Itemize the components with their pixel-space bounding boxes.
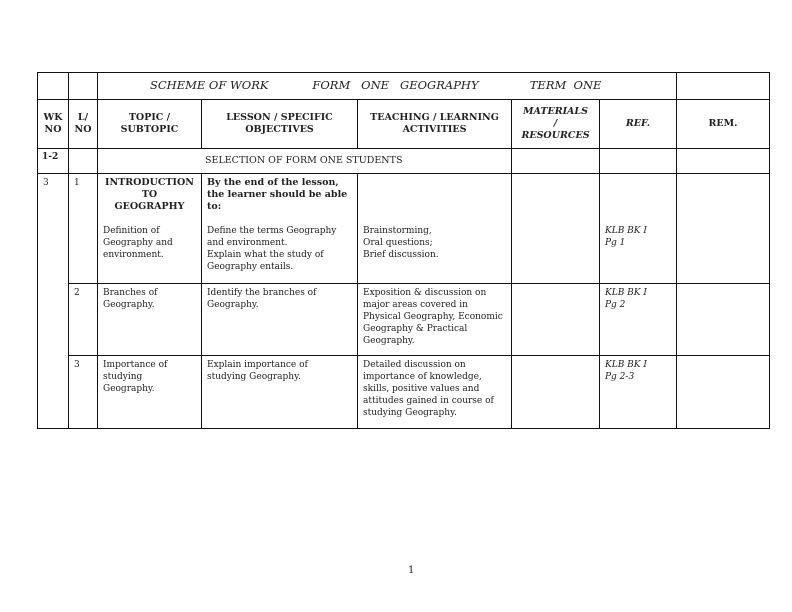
wk-cell: 3 — [38, 174, 69, 429]
ref-cell: KLB BK I Pg 2 — [600, 284, 677, 356]
materials-cell — [512, 356, 600, 429]
topic-heading: INTRODUCTION TO GEOGRAPHY — [105, 177, 194, 212]
teaching-cell: Brainstorming, Oral questions; Brief discussion. — [358, 174, 512, 284]
l-cell: 2 — [69, 284, 98, 356]
objectives-text: Define the terms Geography and environment. Explain what the study of Geography entails. — [207, 226, 337, 272]
rem-cell — [677, 356, 770, 429]
table-row-lesson-3 — [38, 356, 770, 429]
l-cell: 3 — [69, 356, 98, 429]
table-row-selection — [38, 149, 770, 174]
materials-cell — [512, 174, 600, 284]
topic-cell: Branches of Geography. — [98, 284, 202, 356]
lesson-cell — [202, 174, 358, 284]
objectives-intro: By the end of the lesson, the learner should be able to: — [207, 177, 348, 212]
header-rem: REM. — [677, 100, 770, 149]
lesson-cell: Identify the branches of Geography. — [202, 284, 358, 356]
header-topic: TOPIC / SUBTOPIC — [98, 100, 202, 149]
header-wk-no: WK NO — [38, 100, 69, 149]
document-title — [98, 73, 677, 100]
header-teaching: TEACHING / LEARNING ACTIVITIES — [358, 100, 512, 149]
rem-cell — [677, 174, 770, 284]
header-row — [38, 100, 770, 149]
teaching-cell: Exposition & discussion on major areas covered in Physical Geography, Economic Geography & Practical Geography. — [358, 284, 512, 356]
table-row-lesson-1 — [38, 174, 770, 284]
title-scheme: SCHEME OF WORK — [150, 78, 269, 92]
title-empty-l — [69, 73, 98, 100]
title-empty-rem — [677, 73, 770, 100]
rem-cell — [677, 284, 770, 356]
rem-cell — [677, 149, 770, 174]
wk-cell: 1-2 — [38, 149, 69, 174]
subtopic-text: Definition of Geography and environment. — [103, 226, 173, 260]
l-cell: 1 — [69, 174, 98, 284]
title-term: TERM ONE — [529, 78, 602, 92]
header-l-no: L/ NO — [69, 100, 98, 149]
topic-cell — [98, 174, 202, 284]
header-materials: MATERIALS / RESOURCES — [512, 100, 600, 149]
title-form: FORM ONE GEOGRAPHY — [312, 78, 479, 92]
page-number: 1 — [408, 565, 415, 576]
teaching-cell: Detailed discussion on importance of knowledge, skills, positive values and attitudes gained in course of studying Geography. — [358, 356, 512, 429]
lesson-cell: Explain importance of studying Geography. — [202, 356, 358, 429]
ref-cell: KLB BK I Pg 2-3 — [600, 356, 677, 429]
header-lesson: LESSON / SPECIFIC OBJECTIVES — [202, 100, 358, 149]
title-empty-wk — [38, 73, 69, 100]
ref-cell: KLB BK I Pg 1 — [600, 174, 677, 284]
materials-cell — [512, 284, 600, 356]
l-cell — [69, 149, 98, 174]
materials-cell — [512, 149, 600, 174]
topic-cell: Importance of studying Geography. — [98, 356, 202, 429]
title-row — [38, 73, 770, 100]
selection-merged-cell: SELECTION OF FORM ONE STUDENTS — [98, 149, 512, 174]
header-ref: REF. — [600, 100, 677, 149]
ref-cell — [600, 149, 677, 174]
scheme-of-work-table — [37, 72, 770, 429]
table-row-lesson-2 — [38, 284, 770, 356]
